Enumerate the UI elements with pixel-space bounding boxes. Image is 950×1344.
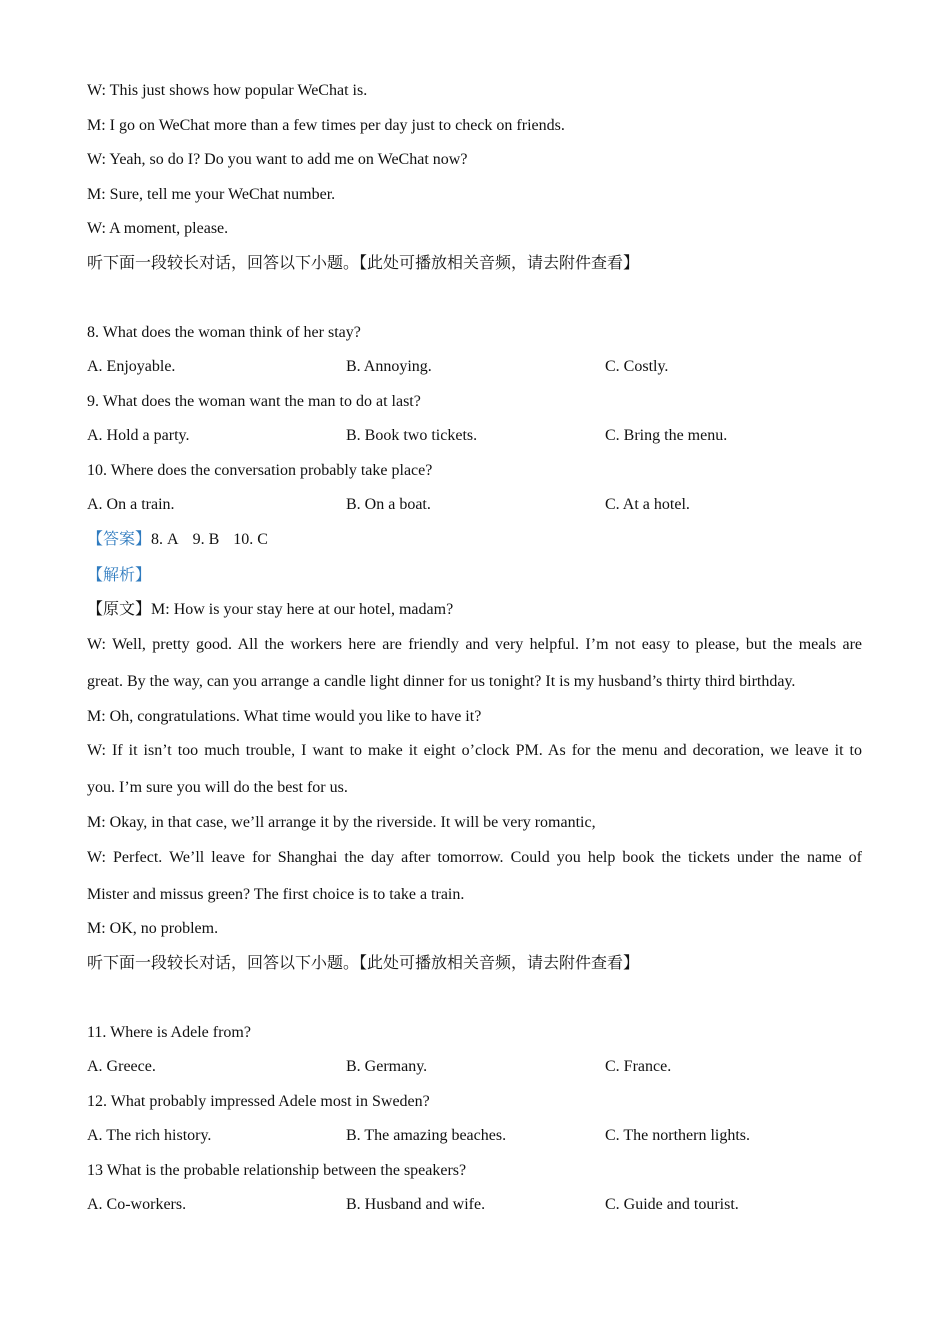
transcript-line: M: OK, no problem. bbox=[87, 920, 219, 937]
option-c: C. France. bbox=[605, 1058, 672, 1075]
transcript-line: great. By the way, can you arrange a candle light dinner for us tonight? It is my husband’s thirty third birthday. bbox=[87, 673, 796, 690]
listening-instruction: 听下面一段较长对话，回答以下小题。【此处可播放相关音频，请去附件查看】 bbox=[87, 955, 640, 972]
answer-8: 8. A bbox=[151, 531, 179, 548]
option-c: C. Bring the menu. bbox=[605, 427, 728, 444]
dialog-line: M: Sure, tell me your WeChat number. bbox=[87, 186, 336, 203]
option-c: C. Costly. bbox=[605, 358, 669, 375]
option-a: A. Enjoyable. bbox=[87, 358, 176, 375]
option-b: B. The amazing beaches. bbox=[346, 1127, 507, 1144]
question-11: 11. Where is Adele from? bbox=[87, 1024, 251, 1041]
option-a: A. On a train. bbox=[87, 496, 175, 513]
dialog-line: M: I go on WeChat more than a few times per day just to check on friends. bbox=[87, 117, 565, 134]
analysis-label: 【解析】 bbox=[87, 567, 152, 584]
option-a: A. Co-workers. bbox=[87, 1196, 187, 1213]
option-c: C. At a hotel. bbox=[605, 496, 690, 513]
question-8: 8. What does the woman think of her stay? bbox=[87, 324, 361, 341]
question-13: 13 What is the probable relationship between the speakers? bbox=[87, 1162, 467, 1179]
transcript-line: M: Oh, congratulations. What time would you like to have it? bbox=[87, 708, 482, 725]
transcript-line bbox=[87, 600, 453, 620]
answer-line bbox=[87, 530, 268, 550]
option-b: B. On a boat. bbox=[346, 496, 431, 513]
transcript-line: W: If it isn’t too much trouble, I want to make it eight o’clock PM. As for the menu and decoration, we leave it to bbox=[87, 742, 862, 759]
answer-9: 9. B bbox=[192, 531, 220, 548]
option-b: B. Husband and wife. bbox=[346, 1196, 486, 1213]
dialog-line: W: A moment, please. bbox=[87, 220, 229, 237]
option-a: A. Hold a party. bbox=[87, 427, 190, 444]
option-b: B. Book two tickets. bbox=[346, 427, 478, 444]
answer-10: 10. C bbox=[233, 531, 268, 548]
option-c: C. Guide and tourist. bbox=[605, 1196, 739, 1213]
transcript-label: 【原文】 bbox=[87, 601, 152, 618]
question-12: 12. What probably impressed Adele most in Sweden? bbox=[87, 1093, 430, 1110]
answer-label: 【答案】 bbox=[87, 531, 152, 548]
dialog-line: W: This just shows how popular WeChat is. bbox=[87, 82, 368, 99]
transcript-line: Mister and missus green? The first choice is to take a train. bbox=[87, 886, 465, 903]
listening-instruction: 听下面一段较长对话，回答以下小题。【此处可播放相关音频，请去附件查看】 bbox=[87, 255, 640, 272]
option-b: B. Annoying. bbox=[346, 358, 432, 375]
question-10: 10. Where does the conversation probably take place? bbox=[87, 462, 433, 479]
dialog-line: W: Yeah, so do I? Do you want to add me on WeChat now? bbox=[87, 151, 468, 168]
transcript-line: W: Well, pretty good. All the workers here are friendly and very helpful. I’m not easy to please, but the meals are bbox=[87, 636, 862, 653]
transcript-line: M: Okay, in that case, we’ll arrange it by the riverside. It will be very romantic, bbox=[87, 814, 596, 831]
option-a: A. Greece. bbox=[87, 1058, 156, 1075]
transcript-line: you. I’m sure you will do the best for us. bbox=[87, 779, 348, 796]
question-9: 9. What does the woman want the man to do at last? bbox=[87, 393, 421, 410]
option-b: B. Germany. bbox=[346, 1058, 428, 1075]
transcript-line: W: Perfect. We’ll leave for Shanghai the day after tomorrow. Could you help book the tickets under the name of bbox=[87, 849, 862, 866]
option-a: A. The rich history. bbox=[87, 1127, 212, 1144]
option-c: C. The northern lights. bbox=[605, 1127, 751, 1144]
transcript-text: M: How is your stay here at our hotel, madam? bbox=[151, 601, 454, 618]
